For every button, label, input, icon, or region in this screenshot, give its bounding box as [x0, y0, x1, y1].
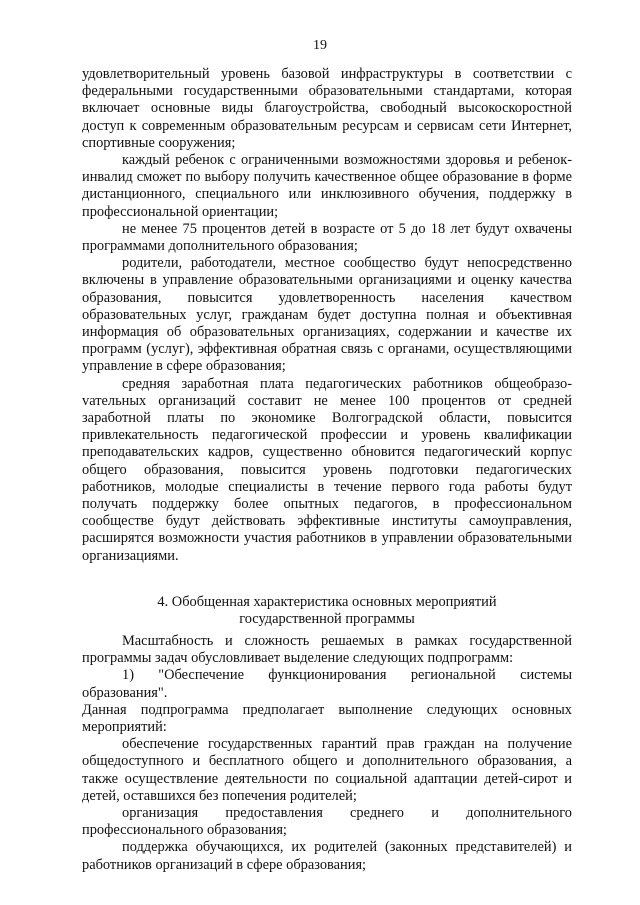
- section-heading-line-1: 4. Обобщенная характеристика основных мероприятий: [157, 594, 497, 610]
- outcomes-text-block: [82, 66, 572, 565]
- page-number: 19: [313, 38, 327, 53]
- paragraph-subprograms-intro: Масштабность и сложность решаемых в рамках государственной программы задач обусловливает выделение следующих подпрограмм:: [82, 633, 572, 667]
- paragraph-additional-education: не менее 75 процентов детей в возрасте от 5 до 18 лет будут охвачены программами дополнительного образования;: [82, 220, 572, 255]
- paragraph-support-students: поддержка обучающихся, их родителей (законных представителей) и работников организаций в сфере образования;: [82, 839, 572, 873]
- measures-text-block: [82, 633, 572, 874]
- paragraph-state-guarantees: обеспечение государственных гарантий прав граждан на получение общедоступного и бесплатного общего и дополнительного образования, а также осуществление деятельности по социальной адаптации детей-сирот и детей, оставшихся без попечения родителей;: [82, 736, 572, 804]
- section-heading-line-2: государственной программы: [239, 611, 415, 627]
- paragraph-subprogram-1-title: 1) "Обеспечение функционирования региональной системы образования".: [82, 667, 572, 701]
- paragraph-parents-employers: родители, работодатели, местное сообщество будут непосредственно включены в управление образовательными организациями и оценку качества образования, повысится удовлетворенность населения качеством образовательных услуг, гражданам будет доступна полная и объективная информация об образовательных организациях, содержании и качестве их программ (услуг), эффективная обратная связь с органами, осуществляющими управление в сфере образования;: [82, 255, 572, 375]
- paragraph-subprogram-1-description: Данная подпрограмма предполагает выполнение следующих основных мероприятий:: [82, 701, 572, 736]
- paragraph-teacher-salary: средняя заработная плата педагогических работников общеобразоvательных организаций составит не менее 100 процентов от средней заработной платы по экономике Волгоградской области, повысится привлекательность педагогической профессии и уровень квалификации преподавательских кадров, существенно обновится педагогический корпус общего образования, повысится уровень подготовки педагогических работников, молодые специалисты в течение первого года работы будут получать поддержку более опытных педагогов, в профессиональном сообществе будут действовать эффективные институты самоуправления, расширятся возможности участия работников в управлении образовательными организациями.: [82, 375, 572, 564]
- paragraph-disabled-children: каждый ребенок с ограниченными возможностями здоровья и ребенок-инвалид сможет по выбору получить качественное общее образование в форме дистанционного, специального или инклюзивного обучения, поддержку в профессиональной ориентации;: [82, 152, 572, 220]
- paragraph-infrastructure: удовлетворительный уровень базовой инфраструктуры в соответствии с федеральными государственными образовательными стандартами, которая включает основные виды благоустройства, свободный высокоскоростной доступ к современным образовательным ресурсам и сервисам сети Интернет, спортивные сооружения;: [82, 66, 572, 151]
- section-heading: [82, 594, 572, 628]
- paragraph-professional-education: организация предоставления среднего и дополнительного профессионального образования;: [82, 805, 572, 839]
